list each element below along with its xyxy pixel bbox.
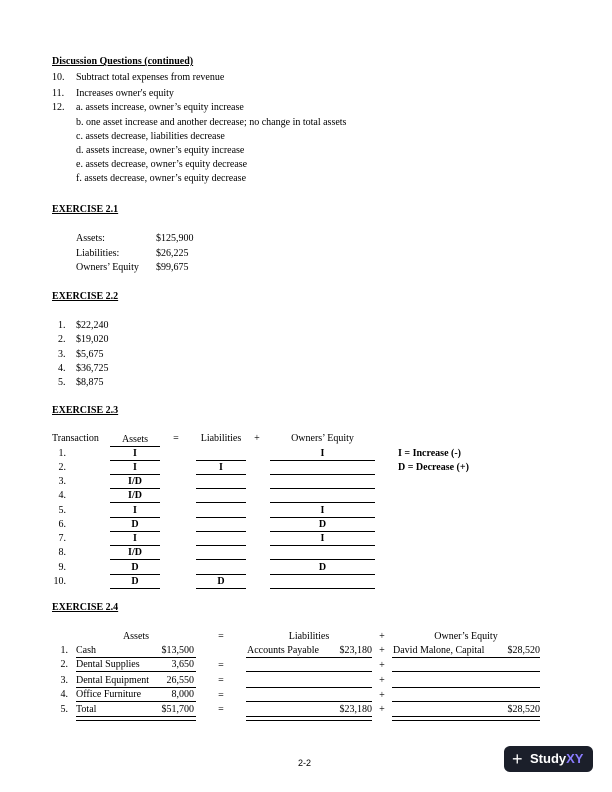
ex24-line xyxy=(76,701,196,702)
ex24-asset-value: $51,700 xyxy=(161,704,194,715)
ex23-line xyxy=(270,488,375,489)
ex23-line xyxy=(110,545,160,546)
ex23-cell-assets: I/D xyxy=(128,547,142,558)
ex24-asset-label: Cash xyxy=(76,645,96,656)
ex24-row-num: 2. xyxy=(60,659,68,670)
ex24-line xyxy=(392,687,540,688)
ex23-legend-decrease: D = Decrease (+) xyxy=(398,462,469,473)
ex24-liab-value: $23,180 xyxy=(339,704,372,715)
ex23-line xyxy=(110,502,160,503)
ex22-value: $36,725 xyxy=(76,363,109,374)
ex23-cell-assets: I xyxy=(133,533,137,544)
ex24-asset-label: Dental Equipment xyxy=(76,675,150,686)
ex23-line xyxy=(196,460,246,461)
ex21-heading: EXERCISE 2.1 xyxy=(52,204,119,215)
ex22-num: 3. xyxy=(58,349,66,360)
ex23-cell-equity: D xyxy=(318,562,327,573)
ex24-line xyxy=(392,657,540,658)
ex23-line xyxy=(270,474,375,475)
ex24-liab-label: Accounts Payable xyxy=(247,645,319,656)
ex23-line xyxy=(196,574,246,575)
ex23-cell-equity: I xyxy=(320,448,325,459)
ex23-line xyxy=(196,488,246,489)
ex23-legend-increase: I = Increase (-) xyxy=(398,448,461,459)
ex24-asset-label: Total xyxy=(76,704,97,715)
ex24-header-plus: + xyxy=(379,631,385,642)
ex23-line xyxy=(270,460,375,461)
ex23-line xyxy=(110,588,160,589)
ex24-row-num: 4. xyxy=(60,689,68,700)
ex21-value: $125,900 xyxy=(156,233,194,244)
ex24-plus: + xyxy=(379,704,385,715)
ex24-header-assets: Assets xyxy=(122,631,150,642)
dq-text-10: Subtract total expenses from revenue xyxy=(76,72,225,83)
ex24-asset-value: 26,550 xyxy=(166,675,194,686)
ex23-line xyxy=(270,517,375,518)
ex24-line xyxy=(392,701,540,702)
ex22-num: 1. xyxy=(58,320,66,331)
dq-text-12c: c. assets decrease, liabilities decrease xyxy=(76,131,225,142)
ex22-num: 4. xyxy=(58,363,66,374)
ex24-row-num: 3. xyxy=(60,675,68,686)
ex23-cell-liabilities: D xyxy=(217,576,225,587)
ex23-cell-assets: D xyxy=(131,519,139,530)
ex23-row-num: 10. xyxy=(53,576,66,587)
dq-text-12f: f. assets decrease, owner’s equity decrease xyxy=(76,173,247,184)
dq-text-11: Increases owner's equity xyxy=(76,88,174,99)
ex22-value: $22,240 xyxy=(76,320,109,331)
ex23-line xyxy=(270,502,375,503)
ex23-cell-assets: D xyxy=(131,562,139,573)
discussion-heading: Discussion Questions (continued) xyxy=(52,56,194,67)
ex23-header-plus: + xyxy=(254,433,260,444)
ex23-heading: EXERCISE 2.3 xyxy=(52,405,119,416)
ex24-row-num: 5. xyxy=(60,704,68,715)
ex23-row-num: 8. xyxy=(58,547,66,558)
ex23-header-underline xyxy=(110,446,160,447)
ex23-line xyxy=(110,574,160,575)
ex23-row-num: 1. xyxy=(58,448,66,459)
ex22-heading: EXERCISE 2.2 xyxy=(52,291,119,302)
ex23-line xyxy=(110,474,160,475)
ex23-line xyxy=(110,559,160,560)
ex23-cell-assets: I xyxy=(133,505,137,516)
ex23-line xyxy=(196,559,246,560)
ex23-line xyxy=(110,531,160,532)
ex23-line xyxy=(270,545,375,546)
ex24-line xyxy=(76,657,196,658)
ex24-line xyxy=(246,701,372,702)
ex24-equity-value: $28,520 xyxy=(507,645,540,656)
ex23-cell-assets: I xyxy=(133,448,137,459)
dq-text-12a: a. assets increase, owner’s equity increase xyxy=(76,102,244,113)
ex23-line xyxy=(196,474,246,475)
dq-text-12d: d. assets increase, owner’s equity increase xyxy=(76,145,245,156)
ex23-line xyxy=(196,531,246,532)
ex24-plus: + xyxy=(379,660,385,671)
ex23-row-num: 9. xyxy=(58,562,66,573)
ex23-line xyxy=(196,588,246,589)
ex23-cell-equity: D xyxy=(318,519,327,530)
ex23-cell-equity: I xyxy=(320,505,325,516)
ex23-line xyxy=(196,517,246,518)
ex24-row-num: 1. xyxy=(60,645,68,656)
ex24-header-equity: Owner’s Equity xyxy=(434,631,498,642)
ex23-line xyxy=(270,559,375,560)
studyxy-logo xyxy=(530,752,583,766)
ex24-plus: + xyxy=(379,690,385,701)
studyxy-badge[interactable] xyxy=(504,746,593,772)
ex23-cell-assets: I/D xyxy=(128,490,142,501)
page-number: 2-2 xyxy=(298,758,312,768)
ex23-row-num: 3. xyxy=(58,476,66,487)
ex23-header-equity: Owners’ Equity xyxy=(291,433,354,444)
ex23-line xyxy=(110,517,160,518)
ex24-line xyxy=(392,671,540,672)
ex23-cell-assets: I/D xyxy=(128,476,142,487)
ex23-line xyxy=(196,545,246,546)
ex23-row-num: 6. xyxy=(58,519,66,530)
ex24-double-line xyxy=(392,716,540,721)
ex24-equity-label: David Malone, Capital xyxy=(393,645,485,656)
ex22-value: $5,675 xyxy=(76,349,104,360)
ex21-label: Assets: xyxy=(76,233,105,244)
ex23-line xyxy=(270,588,375,589)
ex24-line xyxy=(246,671,372,672)
brand-study: Study xyxy=(530,751,567,766)
ex23-cell-assets: D xyxy=(131,576,139,587)
ex22-value: $8,875 xyxy=(76,377,104,388)
ex24-equity-value: $28,520 xyxy=(507,704,540,715)
ex23-cell-liabilities: I xyxy=(219,462,223,473)
ex23-cell-assets: I xyxy=(133,462,137,473)
ex24-header-liabilities: Liabilities xyxy=(288,631,330,642)
ex23-header-liabilities: Liabilities xyxy=(200,433,242,444)
ex23-line xyxy=(196,502,246,503)
ex23-row-num: 2. xyxy=(58,462,66,473)
ex24-line xyxy=(246,687,372,688)
ex22-num: 2. xyxy=(58,334,66,345)
ex24-liab-value: $23,180 xyxy=(339,645,372,656)
ex24-header-equals: = xyxy=(218,631,224,642)
ex24-line xyxy=(76,687,196,688)
ex24-plus: + xyxy=(379,675,385,686)
ex24-asset-label: Office Furniture xyxy=(76,689,142,700)
ex22-value: $19,020 xyxy=(76,334,109,345)
plus-icon: + xyxy=(512,749,523,769)
ex22-num: 5. xyxy=(58,377,66,388)
ex21-label: Owners’ Equity xyxy=(76,262,139,273)
ex23-line xyxy=(270,531,375,532)
ex24-line xyxy=(246,657,372,658)
dq-num-10: 10. xyxy=(52,72,65,83)
dq-num-11: 11. xyxy=(52,88,65,99)
ex24-heading: EXERCISE 2.4 xyxy=(52,602,119,613)
ex24-equals: = xyxy=(218,704,224,715)
ex21-value: $26,225 xyxy=(156,248,189,259)
ex23-header-equals: = xyxy=(173,433,179,444)
ex23-header-assets: Assets xyxy=(121,434,149,445)
ex24-plus: + xyxy=(379,645,385,656)
ex23-line xyxy=(270,574,375,575)
ex24-equals: = xyxy=(218,690,224,701)
ex24-asset-value: 3,650 xyxy=(171,659,194,670)
ex24-equals: = xyxy=(218,660,224,671)
ex24-asset-value: $13,500 xyxy=(161,645,194,656)
ex24-double-line xyxy=(76,716,196,721)
ex24-equals: = xyxy=(218,675,224,686)
ex23-line xyxy=(110,488,160,489)
ex23-row-num: 4. xyxy=(58,490,66,501)
ex24-line xyxy=(76,671,196,672)
ex23-row-num: 7. xyxy=(58,533,66,544)
ex24-double-line xyxy=(246,716,372,721)
ex24-asset-label: Dental Supplies xyxy=(76,659,140,670)
ex23-header-transaction: Transaction xyxy=(52,433,99,444)
dq-text-12e: e. assets decrease, owner’s equity decrease xyxy=(76,159,248,170)
ex23-line xyxy=(110,460,160,461)
ex23-row-num: 5. xyxy=(58,505,66,516)
ex24-asset-value: 8,000 xyxy=(171,689,194,700)
ex21-label: Liabilities: xyxy=(76,248,120,259)
dq-num-12: 12. xyxy=(52,102,65,113)
ex21-value: $99,675 xyxy=(156,262,189,273)
ex23-cell-equity: I xyxy=(320,533,325,544)
brand-xy: XY xyxy=(566,751,584,766)
dq-text-12b: b. one asset increase and another decrease; no change in total assets xyxy=(76,117,347,128)
